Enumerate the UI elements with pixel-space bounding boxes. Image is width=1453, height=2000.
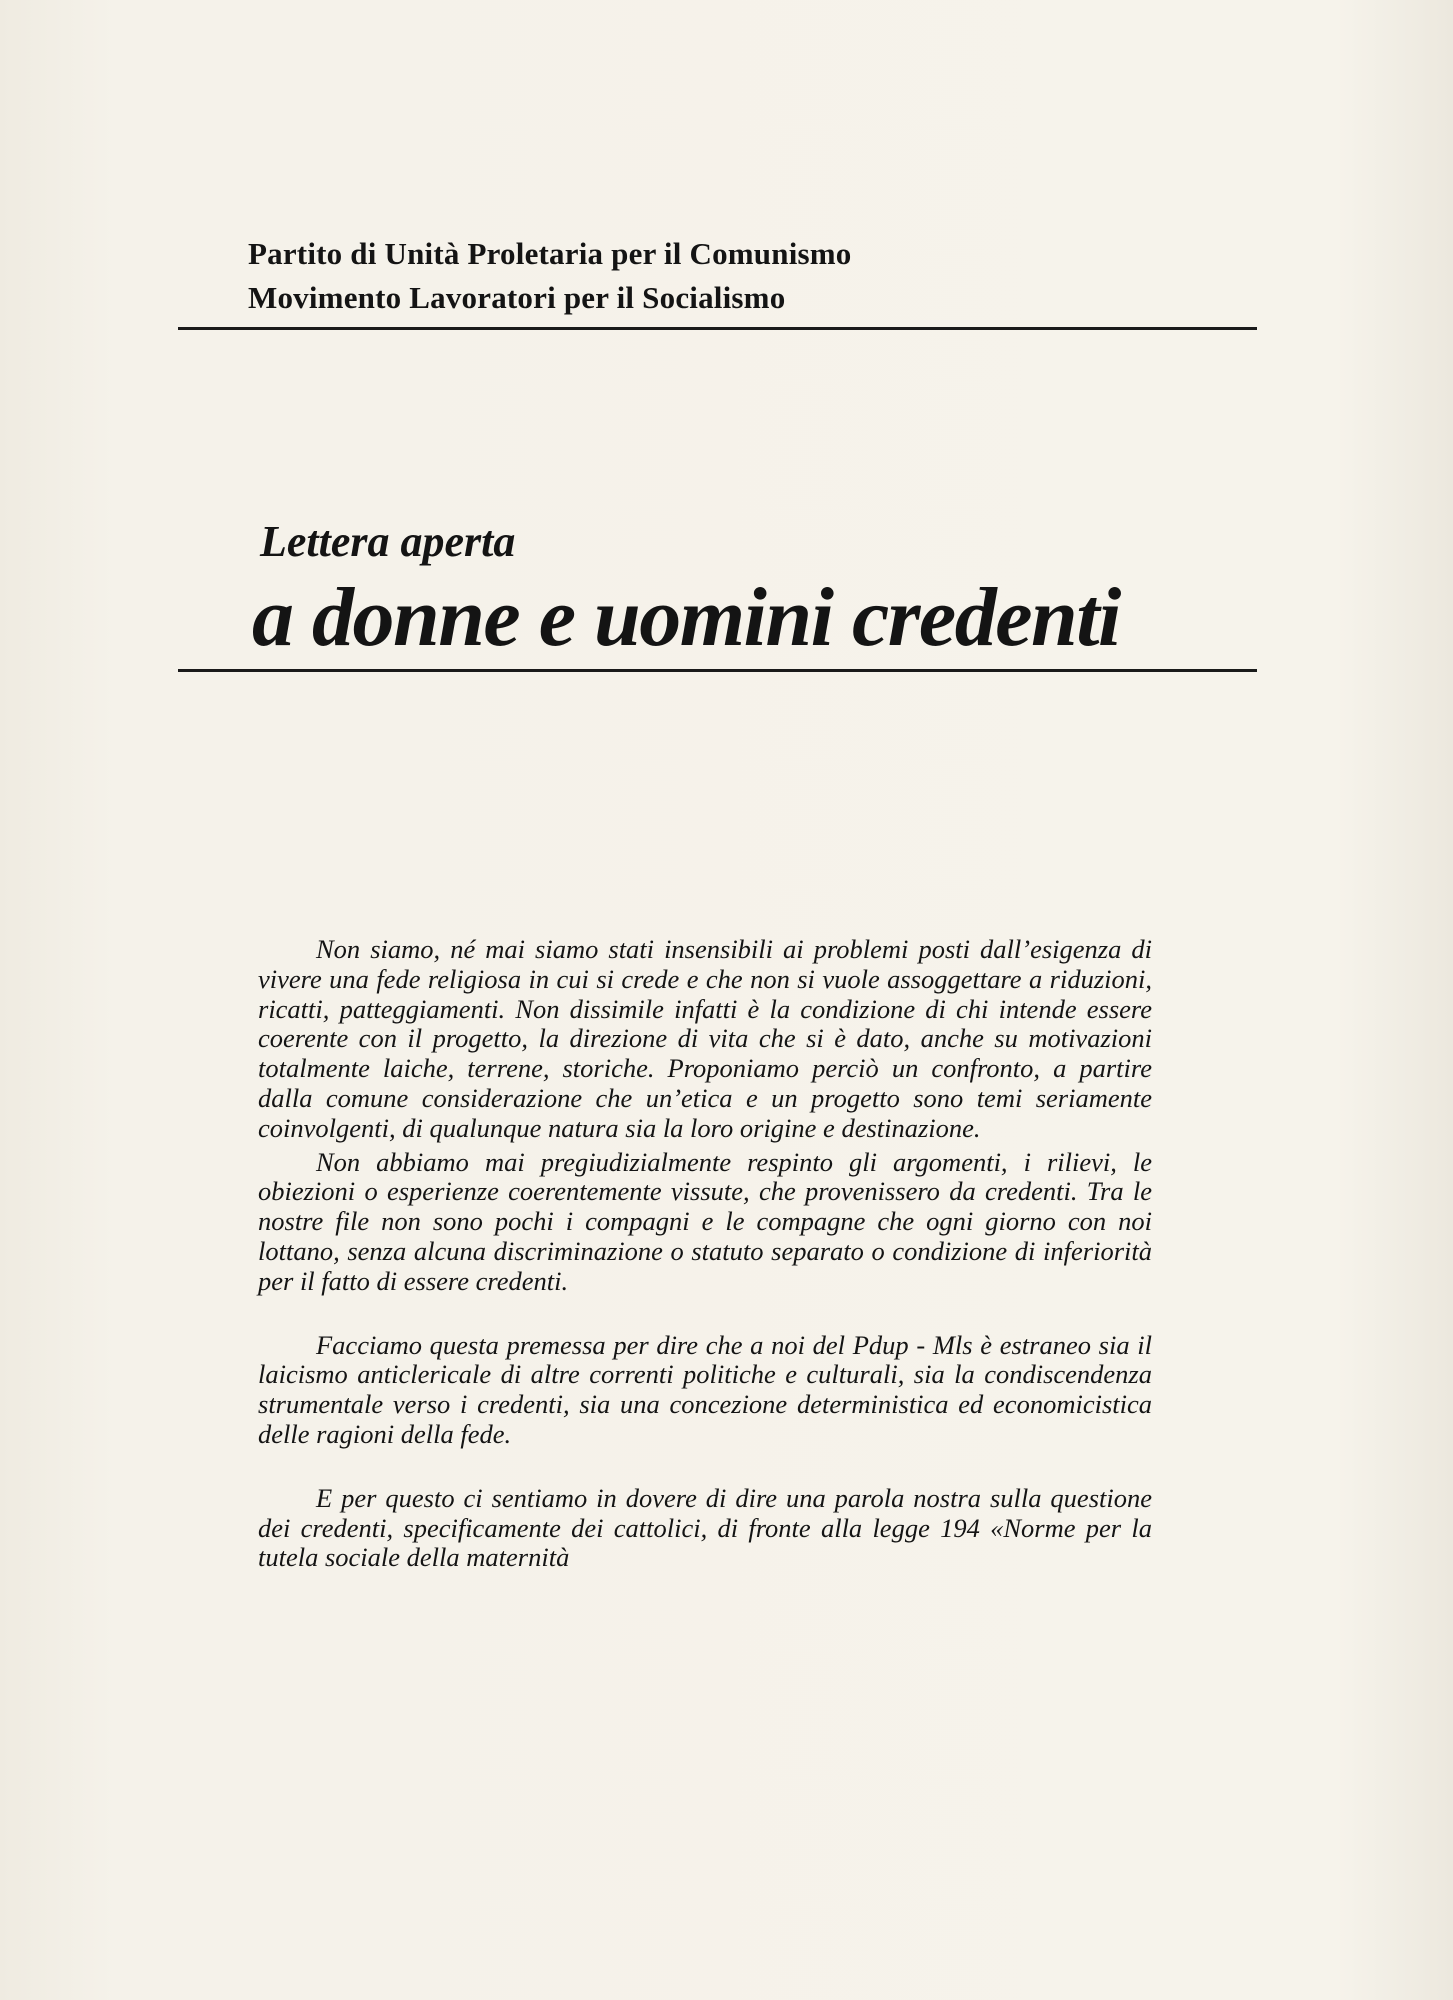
paragraph-3: Facciamo questa premessa per dire che a noi del Pdup - Mls è estraneo sia il laicismo anticlericale di altre correnti politiche e culturali, sia la condiscendenza strumentale verso i credenti, sia una concezione deterministica ed economicistica delle ragioni della fede. xyxy=(258,1329,1152,1449)
movement-name-line: Movimento Lavoratori per il Socialismo xyxy=(248,280,786,315)
main-title: a donne e uomini credenti xyxy=(252,571,1120,664)
top-rule xyxy=(178,327,1257,330)
letter-body xyxy=(258,935,1152,1573)
title-kicker: Lettera aperta xyxy=(260,517,516,566)
paragraph-4: E per questo ci sentiamo in dovere di dire una parola nostra sulla questione dei credenti, specificamente dei cattolici, di fronte alla legge 194 «Norme per la tutela sociale della maternità xyxy=(258,1482,1152,1573)
paragraph-1: Non siamo, né mai siamo stati insensibili ai problemi posti dall’esigenza di vivere una fede religiosa in cui si crede e che non si vuole assoggettare a riduzioni, ricatti, patteggiamenti. Non dissimile infatti è la condizione di chi intende essere coerente con il progetto, la direzione di vita che si è dato, anche su motivazioni totalmente laiche, terrene, storiche. Proponiamo perciò un confronto, a partire dalla comune considerazione che un’etica e un progetto sono temi seriamente coinvolgenti, di qualunque natura sia la loro origine e destinazione. xyxy=(258,934,1152,1143)
party-header xyxy=(248,232,1048,320)
party-name-line: Partito di Unità Proletaria per il Comunismo xyxy=(248,236,852,271)
title-rule xyxy=(178,669,1257,672)
paragraph-2: Non abbiamo mai pregiudizialmente respinto gli argomenti, i rilievi, le obiezioni o esperienze coerentemente vissute, che provenissero da credenti. Tra le nostre file non sono pochi i compagni e le compagne che ogni giorno con noi lottano, senza alcuna discriminazione o statuto separato o condizione di inferiorità per il fatto di essere credenti. xyxy=(258,1146,1152,1296)
